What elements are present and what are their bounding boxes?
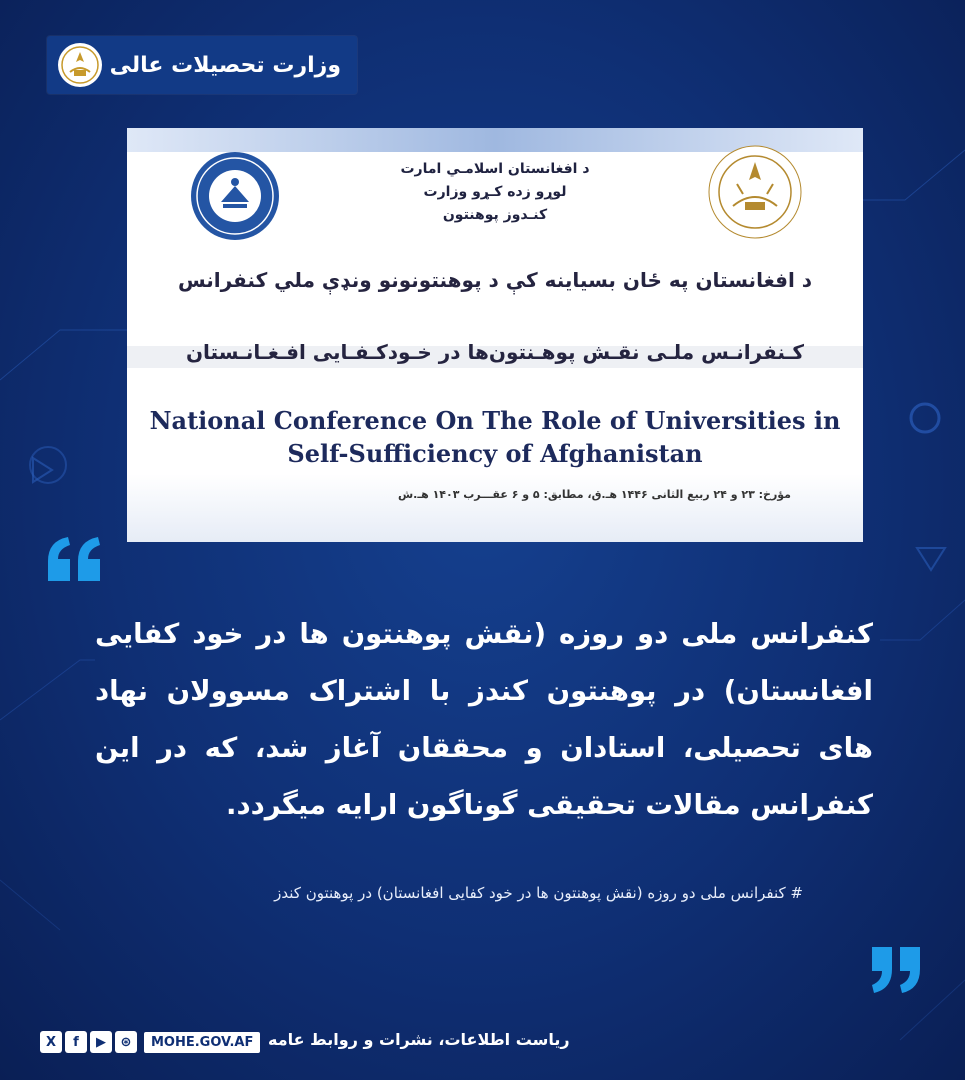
header-line-emirate: د افغانستان اسلامـي امارت	[400, 161, 590, 177]
open-quote-icon	[46, 535, 104, 583]
department-name: ریاست اطلاعات، نشرات و روابط عامه	[268, 1030, 570, 1049]
title-pashto: د افغانستان په ځان بسیاینه کې د پوهنتونونو ونډې ملي کنفرانس	[177, 268, 813, 292]
title-english-line2: Self-Sufficiency of Afghanistan	[287, 439, 703, 468]
mohe-emblem-icon	[57, 42, 103, 88]
title-dari: کـنفرانـس ملـی نقـش پوهـنتون‌ها در خـودکـفـایی افـغـانـستان	[185, 340, 805, 364]
ministry-header-badge	[47, 36, 357, 94]
conference-date: مؤرخ: ۲۳ و ۲۴ ربیع الثانی ۱۴۴۶ هـ.ق، مطابق: ۵ و ۶ عقـــرب ۱۴۰۳ هـ.ش	[397, 488, 791, 501]
close-quote-icon	[868, 945, 924, 995]
header-line-ministry: لوړو زده کـړو وزارت	[423, 184, 567, 200]
x-twitter-icon[interactable]: X	[40, 1031, 62, 1053]
social-links	[40, 1030, 260, 1054]
title-english	[127, 404, 863, 470]
facebook-icon[interactable]: f	[65, 1031, 87, 1053]
header-title: وزارت تحصیلات عالی	[109, 52, 341, 78]
post-body-text: کنفرانس ملی دو روزه (نقش پوهنتون ها در خود کفایی افغانستان) در پوهنتون کندز با اشتراک مسوولان نهاد های تحصیلی، استادان و محققان آغاز شد، که در این کنفرانس مقالات تحقیقی گوناگون ارایه میگردد.	[95, 618, 873, 821]
hashtag-text: # کنفرانس ملی دو روزه (نقش پوهنتون ها در خود کفایی افغانستان) در پوهنتون کندز	[274, 884, 803, 902]
kunduz-university-logo	[189, 150, 281, 242]
youtube-icon[interactable]: ▶	[90, 1031, 112, 1053]
website-globe-icon[interactable]: ⊛	[115, 1031, 137, 1053]
title-english-line1: National Conference On The Role of Universities in	[149, 406, 841, 435]
mohe-logo	[707, 144, 803, 240]
banner-bottom-band	[127, 474, 863, 542]
banner-institution-header	[327, 158, 663, 227]
website-link[interactable]: MOHE.GOV.AF	[144, 1032, 260, 1053]
header-line-university: کنـدوز پوهنتون	[442, 207, 548, 223]
conference-banner	[127, 128, 863, 542]
